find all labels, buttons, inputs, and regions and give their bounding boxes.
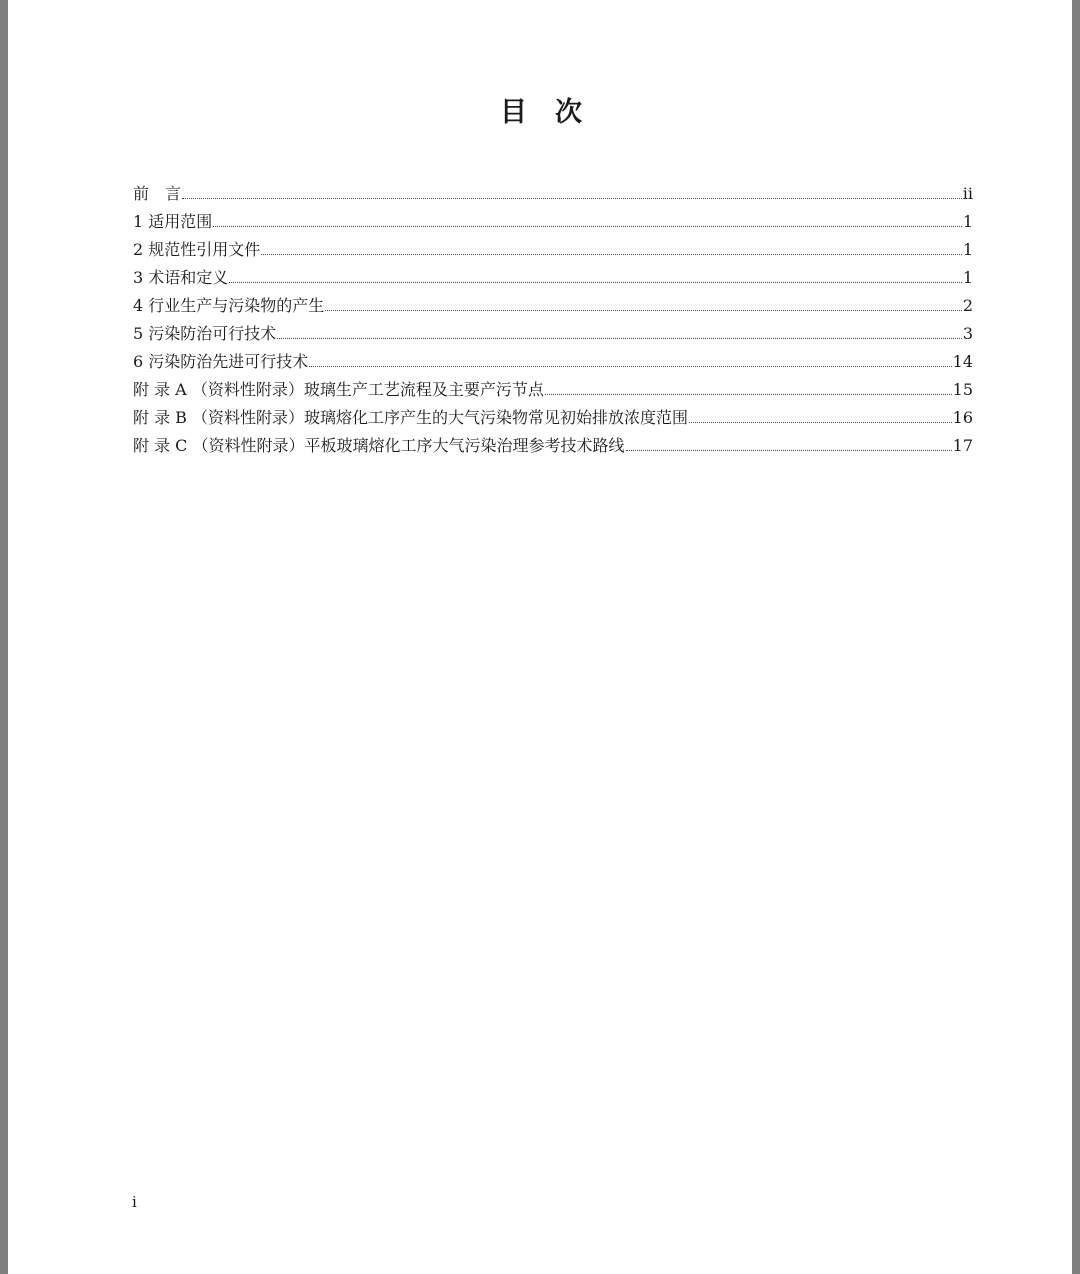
toc-entry-appendix-c[interactable]	[133, 433, 973, 461]
toc-dot-leader	[182, 198, 962, 199]
toc-entry-label: 附 录 B （资料性附录）玻璃熔化工序产生的大气污染物常见初始排放浓度范围	[133, 408, 689, 427]
toc-entry-1[interactable]	[133, 209, 973, 237]
toc-entry-label: 5 污染防治可行技术	[133, 324, 277, 343]
toc-entry-label: 3 术语和定义	[133, 268, 229, 287]
toc-entry-label: 2 规范性引用文件	[133, 240, 261, 259]
toc-dot-leader	[309, 366, 951, 367]
toc-entry-label: 附 录 C （资料性附录）平板玻璃熔化工序大气污染治理参考技术路线	[133, 436, 625, 455]
toc-entry-page: 1	[962, 268, 973, 287]
toc-entry-page: 1	[962, 240, 973, 259]
toc-dot-leader	[229, 282, 962, 283]
footer-page-number: i	[132, 1193, 137, 1211]
toc-entry-appendix-b[interactable]	[133, 405, 973, 433]
toc-entry-label: 前 言	[133, 184, 182, 203]
toc-entry-page: 2	[962, 296, 973, 315]
toc-entry-page: 1	[962, 212, 973, 231]
toc-entry-4[interactable]	[133, 293, 973, 321]
toc-entry-label: 4 行业生产与污染物的产生	[133, 296, 325, 315]
toc-entry-appendix-a[interactable]	[133, 377, 973, 405]
toc-entry-6[interactable]	[133, 349, 973, 377]
toc-dot-leader	[213, 226, 962, 227]
toc-dot-leader	[626, 450, 952, 451]
toc-dot-leader	[689, 422, 952, 423]
toc-dot-leader	[545, 394, 952, 395]
toc-entry-5[interactable]	[133, 321, 973, 349]
toc-entry-3[interactable]	[133, 265, 973, 293]
document-page	[8, 0, 1072, 1274]
toc-entry-page: ii	[962, 184, 973, 203]
toc-entry-2[interactable]	[133, 237, 973, 265]
toc-entry-preface[interactable]	[133, 181, 973, 209]
toc-dot-leader	[261, 254, 962, 255]
toc-entry-page: 14	[952, 352, 973, 371]
toc-entry-page: 16	[952, 408, 973, 427]
toc-entry-label: 1 适用范围	[133, 212, 213, 231]
page-title: 目次	[500, 97, 610, 128]
toc-entry-label: 6 污染防治先进可行技术	[133, 352, 309, 371]
toc-entry-label: 附 录 A （资料性附录）玻璃生产工艺流程及主要产污节点	[133, 380, 544, 399]
toc-entry-page: 15	[952, 380, 973, 399]
toc-entry-page: 17	[952, 436, 973, 455]
toc-entry-page: 3	[962, 324, 973, 343]
toc-dot-leader	[277, 338, 962, 339]
table-of-contents	[133, 181, 973, 461]
toc-dot-leader	[325, 310, 962, 311]
